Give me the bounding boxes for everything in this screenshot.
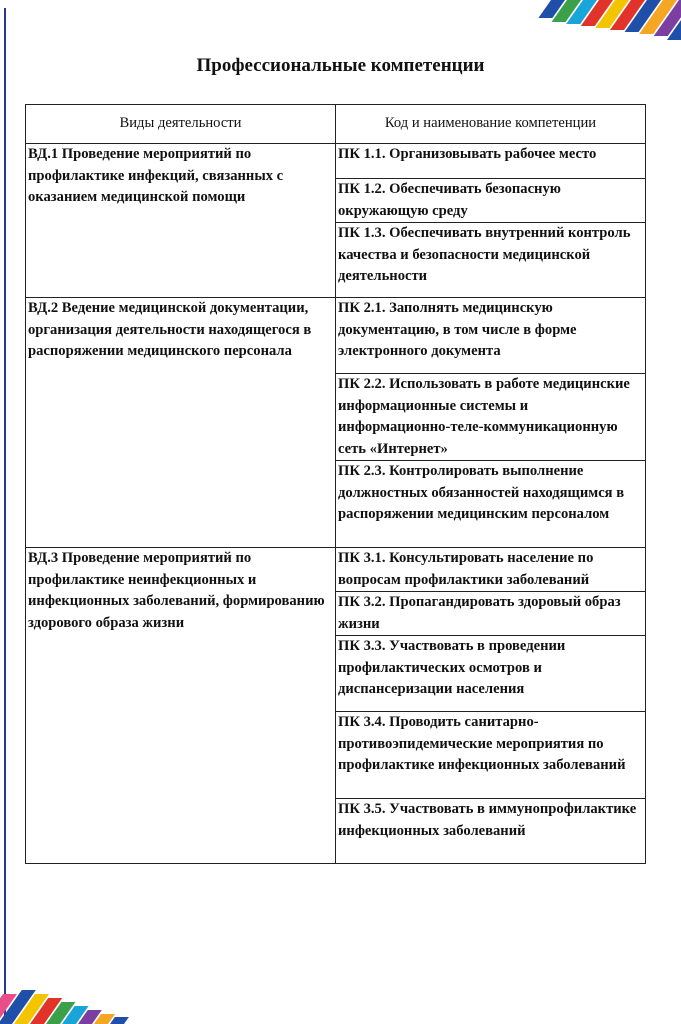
page-title: Профессиональные компетенции [196,55,485,76]
competency-cell: ПК 3.2. Пропагандировать здоровый образ жизни [336,592,646,636]
table-row [26,298,646,374]
competency-cell: ПК 1.2. Обеспечивать безопасную окружающую среду [336,179,646,223]
competency-cell: ПК 1.3. Обеспечивать внутренний контроль качества и безопасности медицинской деятельности [336,223,646,298]
table-header-row [26,105,646,144]
activity-cell: ВД.3 Проведение мероприятий по профилактике неинфекционных и инфекционных заболеваний, формированию здорового образа жизни [26,548,336,864]
table-row [26,548,646,592]
competency-cell: ПК 1.1. Организовывать рабочее место [336,144,646,179]
table-row [26,144,646,179]
competencies-table [25,104,646,864]
header-activity: Виды деятельности [26,105,336,144]
competency-cell: ПК 2.1. Заполнять медицинскую документацию, в том числе в форме электронного документа [336,298,646,374]
competency-cell: ПК 3.1. Консультировать население по вопросам профилактики заболеваний [336,548,646,592]
activity-cell: ВД.2 Ведение медицинской документации, организация деятельности находящегося в распоряжении медицинского персонала [26,298,336,548]
decorative-stripes-bottom [0,984,170,1024]
competency-cell: ПК 3.5. Участвовать в иммунопрофилактике инфекционных заболеваний [336,799,646,864]
activity-cell: ВД.1 Проведение мероприятий по профилактике инфекций, связанных с оказанием медицинской помощи [26,144,336,298]
competency-cell: ПК 2.3. Контролировать выполнение должностных обязанностей находящимся в распоряжении медицинским персоналом [336,461,646,548]
decorative-stripes-top [511,0,681,40]
competency-cell: ПК 3.3. Участвовать в проведении профилактических осмотров и диспансеризации населения [336,636,646,712]
competency-cell: ПК 2.2. Использовать в работе медицинские информационные системы и информационно-теле-коммуникационную сеть «Интернет» [336,374,646,461]
header-competency: Код и наименование компетенции [336,105,646,144]
competency-cell: ПК 3.4. Проводить санитарно-противоэпидемические мероприятия по профилактике инфекционных заболеваний [336,712,646,799]
